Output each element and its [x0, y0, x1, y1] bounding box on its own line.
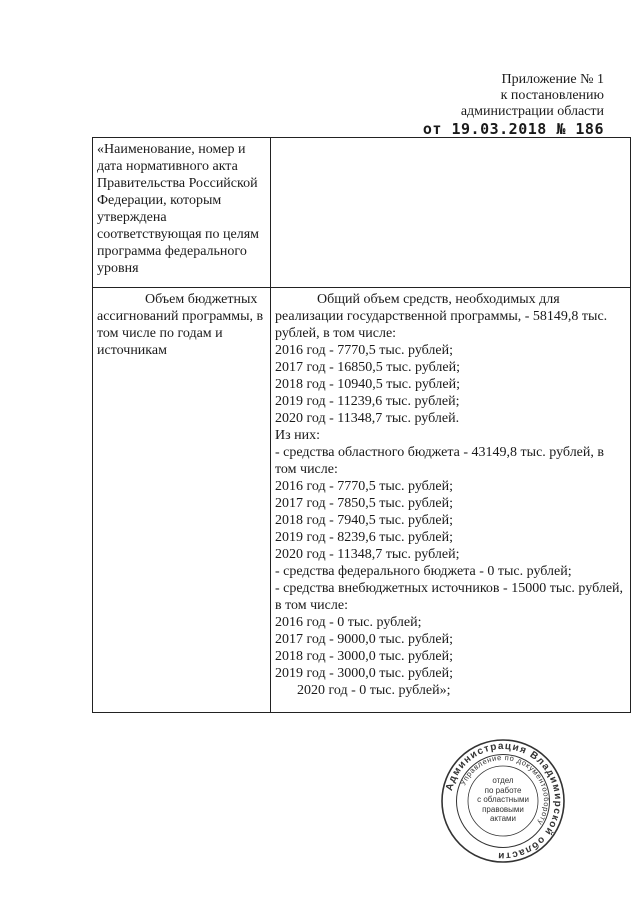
funding-line: 2018 год - 3000,0 тыс. рублей;: [275, 649, 454, 664]
appendix-header: [344, 72, 604, 137]
stamp-outer-text: Администрация Владимирской области: [444, 740, 564, 862]
funding-line: Из них:: [275, 428, 321, 443]
stamp-center-text: [464, 776, 542, 824]
official-stamp: [440, 738, 566, 864]
budget-volume-label: Объем бюджетных ассигнований программы, в том числе по годам и источникам: [97, 292, 264, 358]
funding-line: 2017 год - 9000,0 тыс. рублей;: [275, 632, 454, 647]
table-row: [93, 138, 631, 288]
funding-line: 2020 год - 11348,7 тыс. рублей;: [275, 547, 460, 562]
funding-line: 2017 год - 16850,5 тыс. рублей;: [275, 360, 461, 375]
appendix-authority: администрации области: [460, 104, 604, 119]
stamp-center-line: по работе: [484, 785, 522, 795]
funding-line: - средства федерального бюджета - 0 тыс. рублей;: [275, 564, 572, 579]
stamp-center-line: правовыми: [482, 804, 524, 814]
funding-line: 2016 год - 7770,5 тыс. рублей;: [275, 479, 454, 494]
appendix-number: Приложение № 1: [501, 72, 604, 87]
table-cell-label: [93, 138, 271, 288]
funding-line: 2017 год - 7850,5 тыс. рублей;: [275, 496, 454, 511]
table-cell-value: [271, 138, 631, 288]
funding-line: 2016 год - 7770,5 тыс. рублей;: [275, 343, 454, 358]
normative-act-label: «Наименование, номер и дата нормативного акта Правительства Российской Федерации, которым утверждена соответствующая по целям программа федерального уровня: [97, 142, 260, 276]
funding-line: 2019 год - 11239,6 тыс. рублей;: [275, 394, 460, 409]
table-cell-value: [271, 288, 631, 713]
stamp-center-line: отдел: [492, 776, 514, 785]
resolution-date-number: от 19.03.2018 № 186: [422, 120, 604, 138]
program-passport-table: [92, 137, 631, 713]
funding-line: 2019 год - 8239,6 тыс. рублей;: [275, 530, 454, 545]
funding-line-last: 2020 год - 0 тыс. рублей»;: [297, 683, 451, 698]
funding-line: 2016 год - 0 тыс. рублей;: [275, 615, 422, 630]
funding-line: 2019 год - 3000,0 тыс. рублей;: [275, 666, 454, 681]
stamp-center-line: актами: [489, 814, 517, 823]
appendix-reference: к постановлению: [500, 88, 604, 103]
funding-line: - средства областного бюджета - 43149,8 тыс. рублей, в том числе:: [275, 445, 604, 477]
table-row: [93, 288, 631, 713]
funding-line: 2020 год - 11348,7 тыс. рублей.: [275, 411, 460, 426]
table-cell-label: [93, 288, 271, 713]
stamp-center-line: с областными: [477, 795, 529, 804]
funding-line: 2018 год - 10940,5 тыс. рублей;: [275, 377, 461, 392]
funding-line: - средства внебюджетных источников - 15000 тыс. рублей, в том числе:: [275, 581, 624, 613]
total-funding-text: Общий объем средств, необходимых для реализации государственной программы, - 58149,8 тыс. рублей, в том числе:: [275, 292, 608, 341]
funding-line: 2018 год - 7940,5 тыс. рублей;: [275, 513, 454, 528]
stamp-inner-text: Управление по документообороту: [458, 752, 552, 828]
